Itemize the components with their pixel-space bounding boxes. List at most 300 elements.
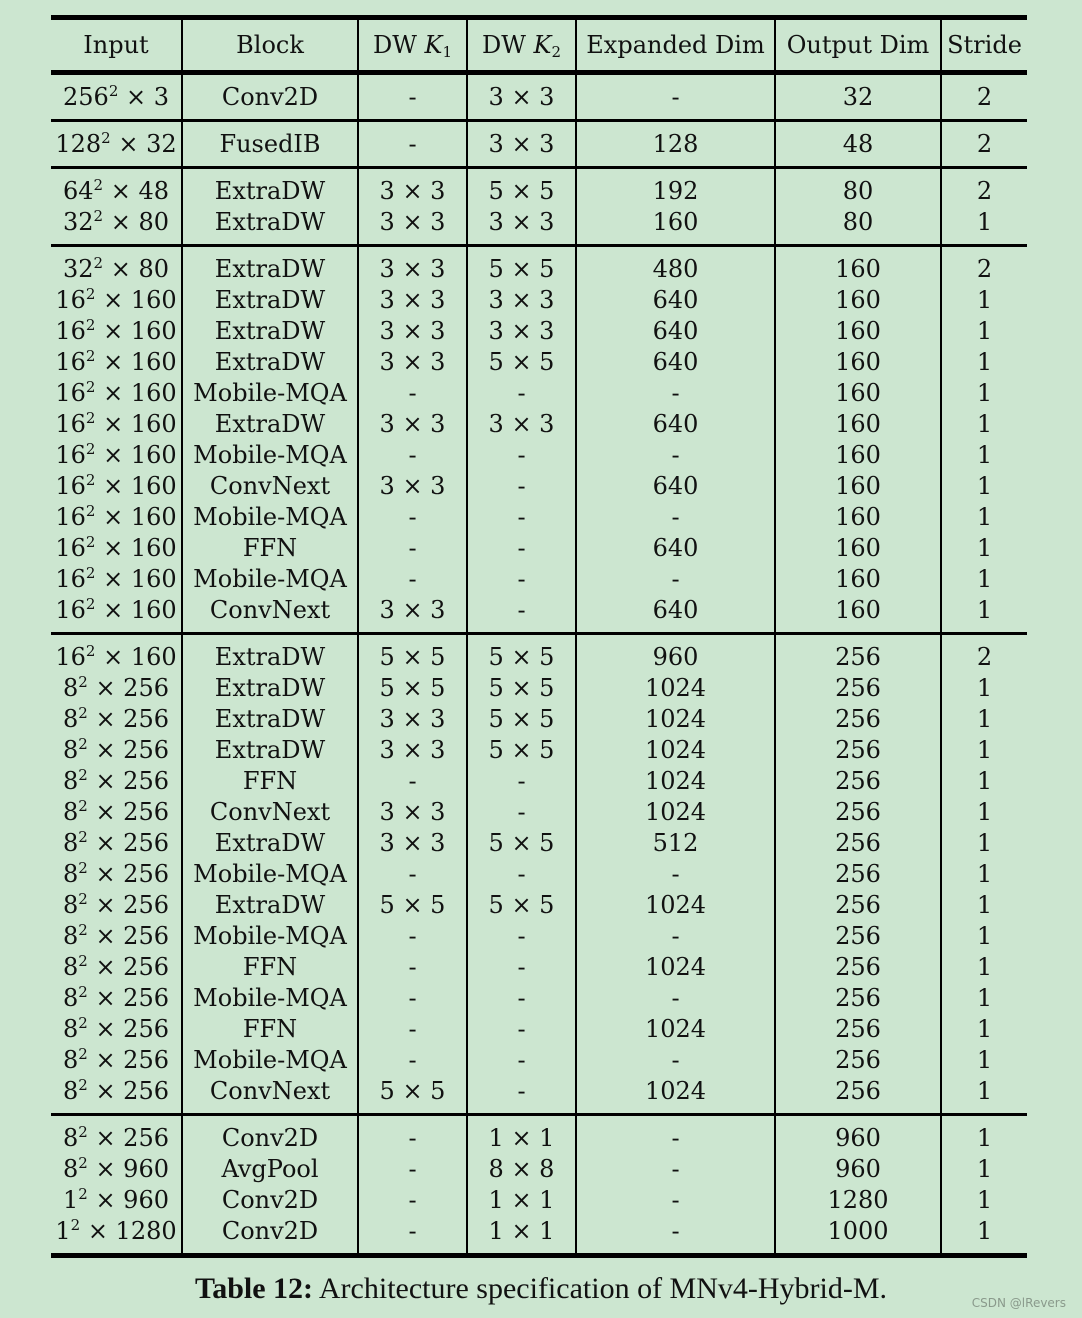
cell-stride: 1 (976, 595, 993, 624)
spacer-cell (576, 73, 775, 82)
cell-input: $16^2 \times 160$ (51, 533, 182, 564)
cell-dw-k2: 3 × 3 (467, 129, 576, 160)
cell-output-dim: 160 (775, 347, 941, 378)
cell-stride: 1 (976, 207, 993, 236)
table-row (51, 595, 1027, 626)
cell-stride: 1 (976, 797, 993, 826)
cell-expanded-dim: - (576, 1045, 775, 1076)
cell-stride: 1 (976, 533, 993, 562)
group-spacer (51, 168, 1027, 176)
group-spacer (51, 238, 1027, 246)
spacer-cell (941, 160, 1027, 168)
spacer-cell (576, 1247, 775, 1256)
cell-stride: 1 (976, 1045, 993, 1074)
cell-input: $8^2 \times 256$ (51, 828, 182, 859)
cell-expanded-dim: 640 (576, 409, 775, 440)
cell-expanded-dim: - (576, 1216, 775, 1247)
spacer-cell (467, 634, 576, 642)
cell-input: $16^2 \times 160$ (51, 316, 182, 347)
cell-expanded-dim: 640 (576, 285, 775, 316)
cell-dw-k1: 3 × 3 (358, 347, 467, 378)
cell-stride: 1 (976, 440, 993, 469)
row-group (51, 73, 1027, 121)
cell-expanded-dim: 192 (576, 176, 775, 207)
cell-dw-k1: 5 × 5 (358, 642, 467, 673)
cell-block: Conv2D (182, 1123, 358, 1154)
cell-block: ExtraDW (182, 704, 358, 735)
cell-output-dim: 256 (775, 704, 941, 735)
cell-block: FFN (182, 952, 358, 983)
cell-input: $32^2 \times 80$ (51, 207, 182, 238)
cell-block: Mobile-MQA (182, 564, 358, 595)
cell-dw-k1: 3 × 3 (358, 797, 467, 828)
cell-input: $8^2 \times 960$ (51, 1154, 182, 1185)
cell-dw-k1: - (358, 82, 467, 113)
cell-output-dim: 160 (775, 316, 941, 347)
cell-stride: 1 (976, 952, 993, 981)
group-spacer (51, 1107, 1027, 1115)
cell-output-dim: 160 (775, 285, 941, 316)
cell-block: Conv2D (182, 1185, 358, 1216)
spacer-cell (51, 634, 182, 642)
spacer-cell (576, 634, 775, 642)
table-row (51, 1045, 1027, 1076)
cell-stride: 1 (976, 564, 993, 593)
cell-block: FFN (182, 1014, 358, 1045)
cell-stride: 1 (976, 1123, 993, 1152)
cell-output-dim: 256 (775, 735, 941, 766)
spacer-cell (775, 1107, 941, 1115)
cell-stride: 1 (976, 316, 993, 345)
cell-block: Mobile-MQA (182, 378, 358, 409)
cell-output-dim: 32 (775, 82, 941, 113)
cell-dw-k2: - (467, 440, 576, 471)
cell-dw-k1: - (358, 859, 467, 890)
cell-block: ConvNext (182, 471, 358, 502)
caption-text: Architecture specification of MNv4-Hybrid-M. (313, 1272, 888, 1305)
table-row (51, 1076, 1027, 1107)
cell-dw-k2: 5 × 5 (467, 642, 576, 673)
spacer-cell (358, 168, 467, 176)
cell-dw-k1: 5 × 5 (358, 673, 467, 704)
cell-dw-k1: - (358, 1045, 467, 1076)
cell-input: $1^2 \times 960$ (51, 1185, 182, 1216)
caption-label: Table 12: (194, 1272, 314, 1305)
cell-dw-k2: - (467, 952, 576, 983)
cell-dw-k2: 3 × 3 (467, 82, 576, 113)
table-row (51, 952, 1027, 983)
cell-input: $32^2 \times 80$ (51, 254, 182, 285)
cell-output-dim: 160 (775, 440, 941, 471)
cell-block: ExtraDW (182, 316, 358, 347)
table-row (51, 409, 1027, 440)
table-row (51, 766, 1027, 797)
cell-dw-k2: 5 × 5 (467, 890, 576, 921)
table-row (51, 735, 1027, 766)
cell-output-dim: 256 (775, 828, 941, 859)
cell-expanded-dim: 640 (576, 347, 775, 378)
cell-block: ExtraDW (182, 285, 358, 316)
cell-dw-k1: - (358, 564, 467, 595)
cell-output-dim: 256 (775, 983, 941, 1014)
header-block: Block (182, 18, 358, 73)
cell-dw-k1: 3 × 3 (358, 828, 467, 859)
cell-block: ExtraDW (182, 890, 358, 921)
spacer-cell (775, 238, 941, 246)
cell-dw-k1: - (358, 983, 467, 1014)
spacer-cell (51, 168, 182, 176)
cell-block: ExtraDW (182, 409, 358, 440)
cell-dw-k2: - (467, 797, 576, 828)
cell-input: $8^2 \times 256$ (51, 1076, 182, 1107)
table-row (51, 1185, 1027, 1216)
spacer-cell (358, 1115, 467, 1123)
table-row (51, 502, 1027, 533)
cell-dw-k2: 1 × 1 (467, 1216, 576, 1247)
cell-dw-k2: 3 × 3 (467, 316, 576, 347)
spacer-cell (358, 73, 467, 82)
spacer-cell (775, 168, 941, 176)
cell-dw-k2: 1 × 1 (467, 1185, 576, 1216)
cell-dw-k1: 3 × 3 (358, 207, 467, 238)
cell-expanded-dim: 128 (576, 129, 775, 160)
cell-expanded-dim: 160 (576, 207, 775, 238)
cell-input: $16^2 \times 160$ (51, 409, 182, 440)
cell-input: $8^2 \times 256$ (51, 1014, 182, 1045)
cell-dw-k1: - (358, 1154, 467, 1185)
architecture-table (51, 15, 1027, 1258)
spacer-cell (51, 1115, 182, 1123)
spacer-cell (467, 1247, 576, 1256)
spacer-cell (467, 238, 576, 246)
cell-block: ExtraDW (182, 642, 358, 673)
cell-block: Mobile-MQA (182, 1045, 358, 1076)
table-row (51, 1216, 1027, 1247)
cell-stride: 1 (976, 921, 993, 950)
cell-dw-k1: 3 × 3 (358, 176, 467, 207)
table-row (51, 564, 1027, 595)
cell-output-dim: 256 (775, 766, 941, 797)
cell-dw-k2: - (467, 533, 576, 564)
spacer-cell (576, 1115, 775, 1123)
table-row (51, 1123, 1027, 1154)
watermark: CSDN @lRevers (971, 1296, 1066, 1310)
cell-block: Conv2D (182, 1216, 358, 1247)
table-row (51, 1014, 1027, 1045)
cell-dw-k1: - (358, 533, 467, 564)
spacer-cell (576, 121, 775, 129)
cell-output-dim: 160 (775, 595, 941, 626)
cell-input: $16^2 \times 160$ (51, 285, 182, 316)
cell-output-dim: 256 (775, 1076, 941, 1107)
cell-input: $64^2 \times 48$ (51, 176, 182, 207)
table-row (51, 440, 1027, 471)
cell-dw-k1: 3 × 3 (358, 704, 467, 735)
cell-output-dim: 160 (775, 409, 941, 440)
cell-input: $1^2 \times 1280$ (51, 1216, 182, 1247)
spacer-cell (576, 626, 775, 634)
spacer-cell (182, 1107, 358, 1115)
cell-dw-k1: 3 × 3 (358, 316, 467, 347)
spacer-cell (941, 246, 1027, 254)
row-group (51, 168, 1027, 246)
cell-expanded-dim: 640 (576, 316, 775, 347)
table-header (51, 18, 1027, 73)
cell-dw-k2: - (467, 983, 576, 1014)
spacer-cell (941, 634, 1027, 642)
table-caption (0, 1272, 1082, 1306)
cell-output-dim: 160 (775, 564, 941, 595)
cell-output-dim: 256 (775, 673, 941, 704)
cell-output-dim: 160 (775, 502, 941, 533)
cell-stride: 1 (976, 859, 993, 888)
cell-dw-k1: - (358, 766, 467, 797)
spacer-cell (358, 113, 467, 121)
spacer-cell (775, 634, 941, 642)
cell-block: ConvNext (182, 797, 358, 828)
cell-dw-k2: - (467, 766, 576, 797)
cell-stride: 1 (976, 766, 993, 795)
cell-expanded-dim: 640 (576, 595, 775, 626)
cell-input: $16^2 \times 160$ (51, 564, 182, 595)
cell-dw-k1: 3 × 3 (358, 409, 467, 440)
spacer-cell (576, 1107, 775, 1115)
cell-expanded-dim: 640 (576, 471, 775, 502)
cell-expanded-dim: - (576, 1154, 775, 1185)
cell-stride: 2 (976, 176, 993, 205)
cell-output-dim: 256 (775, 859, 941, 890)
cell-input: $16^2 \times 160$ (51, 595, 182, 626)
cell-stride: 2 (976, 642, 993, 671)
cell-block: Mobile-MQA (182, 859, 358, 890)
cell-dw-k1: - (358, 1216, 467, 1247)
table-row (51, 471, 1027, 502)
cell-stride: 1 (976, 735, 993, 764)
spacer-cell (576, 238, 775, 246)
spacer-cell (182, 73, 358, 82)
spacer-cell (941, 73, 1027, 82)
group-spacer (51, 626, 1027, 634)
table-row (51, 642, 1027, 673)
cell-stride: 1 (976, 409, 993, 438)
cell-stride: 1 (976, 704, 993, 733)
cell-block: Mobile-MQA (182, 921, 358, 952)
cell-expanded-dim: - (576, 378, 775, 409)
cell-input: $16^2 \times 160$ (51, 642, 182, 673)
cell-dw-k2: 3 × 3 (467, 207, 576, 238)
cell-output-dim: 80 (775, 176, 941, 207)
cell-input: $16^2 \times 160$ (51, 502, 182, 533)
cell-stride: 2 (976, 129, 993, 158)
row-group (51, 121, 1027, 168)
cell-dw-k2: 5 × 5 (467, 828, 576, 859)
cell-expanded-dim: 1024 (576, 1014, 775, 1045)
spacer-cell (358, 160, 467, 168)
spacer-cell (775, 113, 941, 121)
cell-expanded-dim: 1024 (576, 1076, 775, 1107)
cell-block: ExtraDW (182, 347, 358, 378)
cell-input: $8^2 \times 256$ (51, 673, 182, 704)
spacer-cell (182, 246, 358, 254)
spacer-cell (941, 238, 1027, 246)
cell-dw-k1: - (358, 952, 467, 983)
spacer-cell (182, 1115, 358, 1123)
group-spacer (51, 1247, 1027, 1256)
cell-output-dim: 80 (775, 207, 941, 238)
cell-block: ExtraDW (182, 254, 358, 285)
cell-block: ExtraDW (182, 176, 358, 207)
spacer-cell (775, 160, 941, 168)
cell-output-dim: 256 (775, 921, 941, 952)
cell-dw-k2: 5 × 5 (467, 735, 576, 766)
cell-stride: 1 (976, 983, 993, 1012)
cell-dw-k2: 5 × 5 (467, 347, 576, 378)
cell-stride: 1 (976, 890, 993, 919)
cell-dw-k2: 5 × 5 (467, 673, 576, 704)
cell-expanded-dim: 640 (576, 533, 775, 564)
cell-stride: 1 (976, 1185, 993, 1214)
table-row (51, 207, 1027, 238)
table-row (51, 378, 1027, 409)
cell-stride: 2 (976, 254, 993, 283)
spacer-cell (51, 238, 182, 246)
cell-stride: 1 (976, 1014, 993, 1043)
spacer-cell (51, 1107, 182, 1115)
spacer-cell (576, 113, 775, 121)
cell-block: ExtraDW (182, 207, 358, 238)
cell-stride: 1 (976, 285, 993, 314)
cell-output-dim: 256 (775, 1014, 941, 1045)
cell-dw-k2: - (467, 378, 576, 409)
spacer-cell (775, 73, 941, 82)
cell-output-dim: 160 (775, 378, 941, 409)
cell-output-dim: 160 (775, 471, 941, 502)
table-row (51, 704, 1027, 735)
cell-output-dim: 256 (775, 1045, 941, 1076)
cell-expanded-dim: - (576, 983, 775, 1014)
cell-dw-k1: 3 × 3 (358, 285, 467, 316)
spacer-cell (358, 238, 467, 246)
cell-stride: 1 (976, 673, 993, 702)
cell-dw-k1: 5 × 5 (358, 890, 467, 921)
spacer-cell (941, 1115, 1027, 1123)
row-group (51, 1115, 1027, 1256)
cell-stride: 1 (976, 502, 993, 531)
cell-block: ConvNext (182, 1076, 358, 1107)
cell-input: $8^2 \times 256$ (51, 797, 182, 828)
cell-dw-k2: 8 × 8 (467, 1154, 576, 1185)
cell-dw-k2: - (467, 859, 576, 890)
cell-expanded-dim: 1024 (576, 673, 775, 704)
cell-input: $8^2 \times 256$ (51, 952, 182, 983)
cell-input: $256^2 \times 3$ (51, 82, 182, 113)
spacer-cell (182, 1247, 358, 1256)
spacer-cell (467, 1115, 576, 1123)
spacer-cell (467, 1107, 576, 1115)
spacer-cell (358, 246, 467, 254)
cell-dw-k2: - (467, 502, 576, 533)
cell-input: $8^2 \times 256$ (51, 890, 182, 921)
header-output-dim: Output Dim (775, 18, 941, 73)
cell-output-dim: 1000 (775, 1216, 941, 1247)
cell-expanded-dim: 480 (576, 254, 775, 285)
cell-expanded-dim: 1024 (576, 952, 775, 983)
table-row (51, 254, 1027, 285)
spacer-cell (182, 168, 358, 176)
cell-stride: 1 (976, 1076, 993, 1105)
group-spacer (51, 246, 1027, 254)
row-group (51, 246, 1027, 634)
table-row (51, 129, 1027, 160)
table-row (51, 316, 1027, 347)
spacer-cell (182, 626, 358, 634)
spacer-cell (467, 113, 576, 121)
spacer-cell (467, 73, 576, 82)
cell-block: AvgPool (182, 1154, 358, 1185)
cell-expanded-dim: - (576, 502, 775, 533)
cell-dw-k2: 5 × 5 (467, 254, 576, 285)
spacer-cell (775, 1115, 941, 1123)
spacer-cell (941, 168, 1027, 176)
spacer-cell (775, 626, 941, 634)
spacer-cell (941, 626, 1027, 634)
spacer-cell (467, 160, 576, 168)
cell-expanded-dim: - (576, 82, 775, 113)
cell-expanded-dim: - (576, 859, 775, 890)
header-dw-k1: DW $K_1$ (358, 18, 467, 73)
table-row (51, 533, 1027, 564)
cell-dw-k1: 3 × 3 (358, 735, 467, 766)
cell-dw-k2: 3 × 3 (467, 285, 576, 316)
cell-output-dim: 256 (775, 890, 941, 921)
spacer-cell (467, 246, 576, 254)
cell-dw-k1: - (358, 1014, 467, 1045)
cell-block: FusedIB (182, 129, 358, 160)
spacer-cell (51, 121, 182, 129)
cell-expanded-dim: 1024 (576, 797, 775, 828)
cell-dw-k1: - (358, 1123, 467, 1154)
cell-block: ExtraDW (182, 735, 358, 766)
cell-dw-k2: 1 × 1 (467, 1123, 576, 1154)
group-spacer (51, 113, 1027, 121)
table-row (51, 285, 1027, 316)
cell-dw-k1: - (358, 502, 467, 533)
spacer-cell (775, 246, 941, 254)
spacer-cell (51, 160, 182, 168)
cell-output-dim: 160 (775, 533, 941, 564)
cell-output-dim: 160 (775, 254, 941, 285)
spacer-cell (182, 160, 358, 168)
cell-input: $8^2 \times 256$ (51, 859, 182, 890)
cell-block: Mobile-MQA (182, 440, 358, 471)
cell-stride: 1 (976, 471, 993, 500)
cell-block: FFN (182, 533, 358, 564)
table-row (51, 890, 1027, 921)
cell-dw-k2: 3 × 3 (467, 409, 576, 440)
group-spacer (51, 634, 1027, 642)
cell-dw-k2: - (467, 564, 576, 595)
cell-block: Mobile-MQA (182, 502, 358, 533)
cell-expanded-dim: 1024 (576, 890, 775, 921)
cell-expanded-dim: 1024 (576, 766, 775, 797)
spacer-cell (358, 626, 467, 634)
cell-expanded-dim: - (576, 440, 775, 471)
cell-input: $8^2 \times 256$ (51, 921, 182, 952)
spacer-cell (467, 168, 576, 176)
cell-dw-k1: - (358, 129, 467, 160)
cell-output-dim: 48 (775, 129, 941, 160)
group-spacer (51, 160, 1027, 168)
